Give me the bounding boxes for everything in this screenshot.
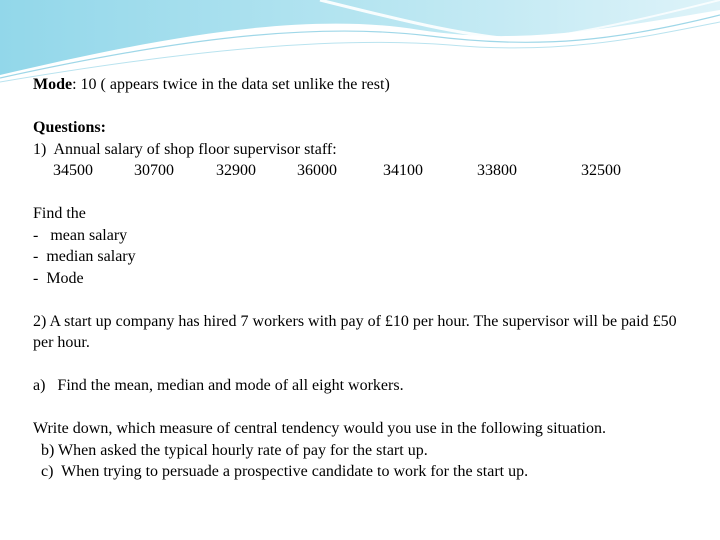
salary-value: 32500	[581, 162, 621, 179]
slide-content	[33, 74, 683, 483]
mode-text: : 10 ( appears twice in the data set unlike the rest)	[72, 76, 390, 93]
salary-value: 36000	[297, 162, 337, 179]
questions-heading: Questions:	[33, 119, 106, 136]
part-b: b) When asked the typical hourly rate of pay for the start up.	[33, 441, 428, 459]
q2-part-a: a) Find the mean, median and mode of all eight workers.	[33, 377, 404, 394]
salary-value: 34100	[383, 162, 423, 179]
q2-text: 2) A start up company has hired 7 workers with pay of £10 per hour. The supervisor will be paid £50 per hour.	[33, 312, 677, 351]
salary-value: 34500	[53, 162, 93, 179]
write-down-text: Write down, which measure of central tendency would you use in the following situation.	[33, 420, 606, 437]
list-item: - median salary	[33, 248, 136, 265]
find-the: Find the	[33, 205, 86, 222]
salary-value: 33800	[477, 162, 517, 179]
part-c: c) When trying to persuade a prospective candidate to work for the start up.	[33, 463, 529, 480]
q1-text: 1) Annual salary of shop floor supervisor staff:	[33, 140, 337, 158]
mode-label: Mode	[33, 76, 73, 93]
mode-line	[33, 74, 683, 96]
salary-row	[33, 160, 683, 182]
list-item: - Mode	[33, 269, 84, 287]
list-item: - mean salary	[33, 226, 128, 244]
salary-value: 30700	[134, 162, 174, 179]
salary-value: 32900	[216, 162, 256, 179]
